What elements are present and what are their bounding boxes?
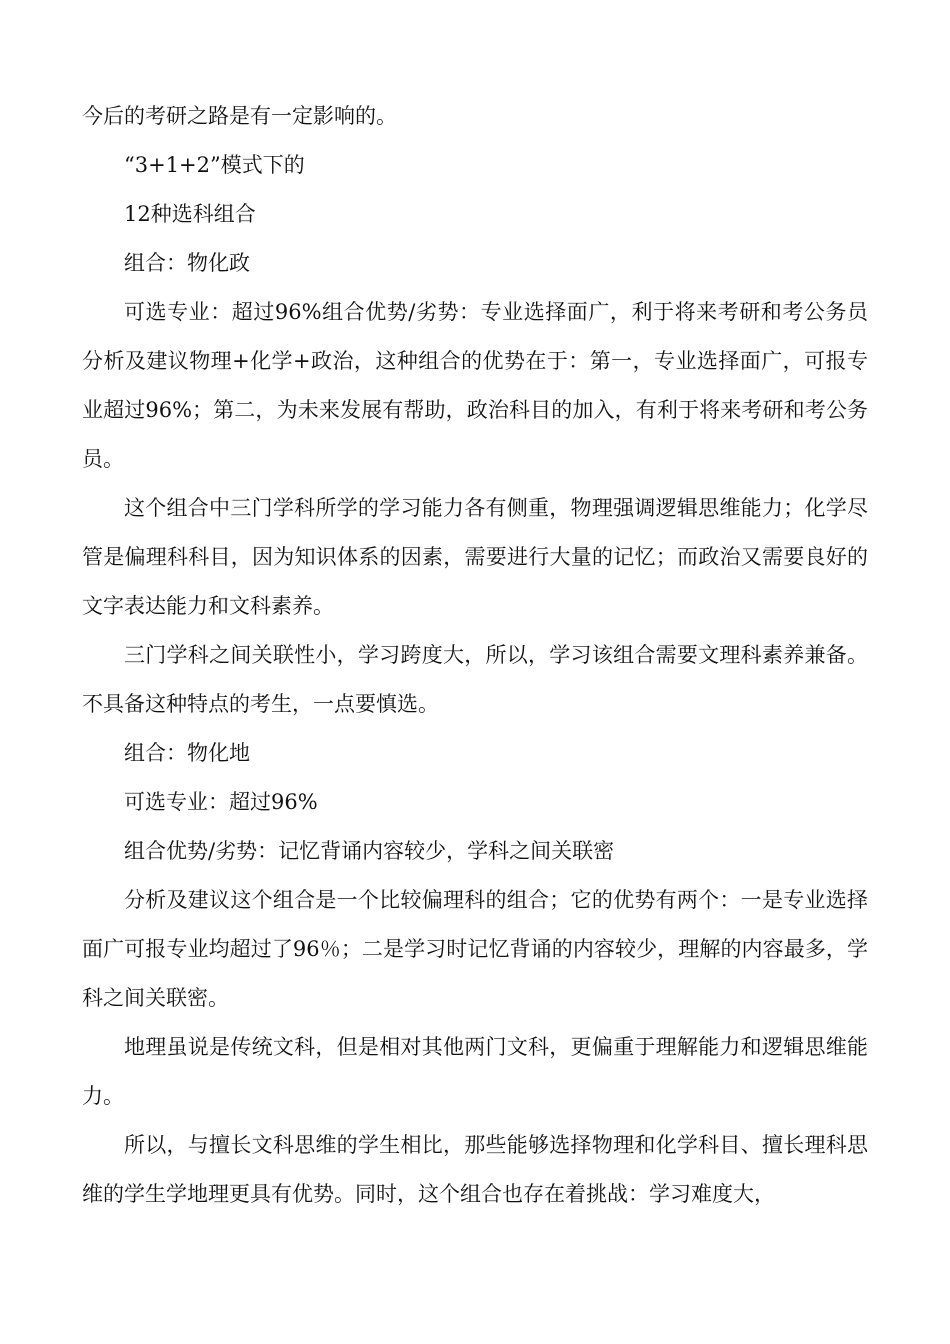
paragraph-5: 可选专业：超过96%组合优势/劣势：专业选择面广，利于将来考研和考公务员分析及建议物理+化学+政治，这种组合的优势在于：第一，专业选择面广，可报专业超过96%；第二，为未来发展有帮助，政治科目的加入，有利于将来考研和考公务员。 bbox=[82, 300, 868, 471]
paragraph-12: 地理虽说是传统文科，但是相对其他两门文科，更偏重于理解能力和逻辑思维能力。 bbox=[82, 1035, 868, 1108]
paragraph-11: 分析及建议这个组合是一个比较偏理科的组合；它的优势有两个：一是专业选择面广可报专业均超过了96％；二是学习时记忆背诵的内容较少，理解的内容最多，学科之间关联密。 bbox=[82, 888, 868, 1010]
paragraph-6: 这个组合中三门学科所学的学习能力各有侧重，物理强调逻辑思维能力；化学尽管是偏理科科目，因为知识体系的因素，需要进行大量的记忆；而政治又需要良好的文字表达能力和文科素养。 bbox=[82, 496, 868, 618]
paragraph-10: 组合优势/劣势：记忆背诵内容较少，学科之间关联密 bbox=[124, 839, 615, 863]
paragraph-3: 12种选科组合 bbox=[124, 202, 256, 226]
document-page bbox=[82, 92, 868, 1219]
paragraph-1: 今后的考研之路是有一定影响的。 bbox=[82, 104, 397, 128]
paragraph-4: 组合：物化政 bbox=[124, 251, 250, 275]
paragraph-13: 所以，与擅长文科思维的学生相比，那些能够选择物理和化学科目、擅长理科思维的学生学地理更具有优势。同时，这个组合也存在着挑战：学习难度大， bbox=[82, 1133, 868, 1206]
paragraph-8: 组合：物化地 bbox=[124, 741, 250, 765]
paragraph-9: 可选专业：超过96% bbox=[124, 790, 318, 814]
paragraph-2: “3+1+2”模式下的 bbox=[124, 153, 305, 177]
paragraph-7: 三门学科之间关联性小，学习跨度大，所以，学习该组合需要文理科素养兼备。不具备这种特点的考生，一点要慎选。 bbox=[82, 643, 868, 716]
